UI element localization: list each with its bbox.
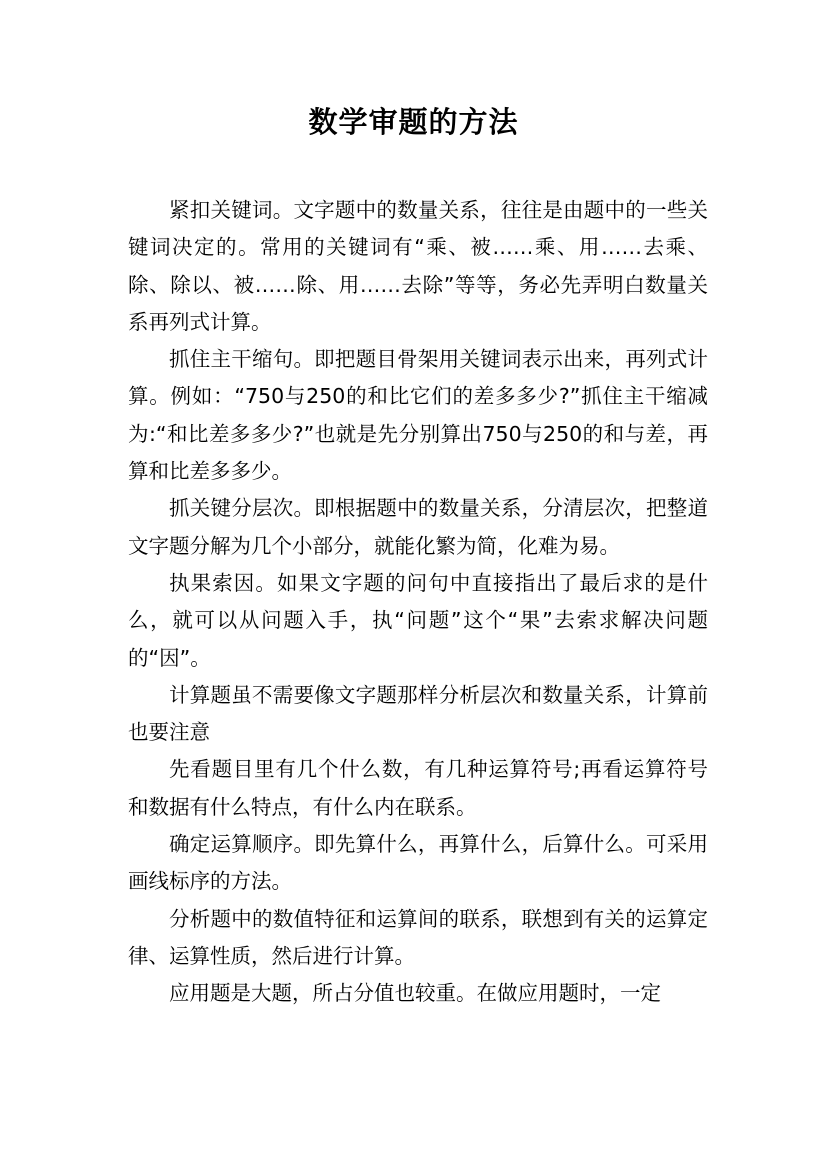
paragraph-layers: 抓关键分层次。即根据题中的数量关系，分清层次，把整道文字题分解为几个小部分，就能化繁为简，化难为易。 <box>128 496 708 558</box>
paragraph-cause-effect: 执果索因。如果文字题的问句中直接指出了最后求的是什么，就可以从问题入手，执“问题”这个“果”去索求解决问题的“因”。 <box>128 570 708 670</box>
paragraph-main-clause: 抓住主干缩句。即把题目骨架用关键词表示出来，再列式计算。例如：“750与250的和比它们的差多多少?”抓住主干缩减为:“和比差多多少?”也就是先分别算出750与250的和与差，再算和比差多多少。 <box>128 347 708 484</box>
paragraph-analysis: 分析题中的数值特征和运算间的联系，联想到有关的运算定律、运算性质，然后进行计算。 <box>128 906 708 968</box>
document-body <box>128 192 708 1013</box>
document-title: 数学审题的方法 <box>308 105 519 139</box>
paragraph-keywords: 紧扣关键词。文字题中的数量关系，往往是由题中的一些关键词决定的。常用的关键词有“乘、被……乘、用……去乘、除、除以、被……除、用……去除”等等，务必先弄明白数量关系再列式计算。 <box>128 198 708 334</box>
paragraph-look-first: 先看题目里有几个什么数，有几种运算符号;再看运算符号和数据有什么特点，有什么内在联系。 <box>128 757 708 819</box>
paragraph-calculation: 计算题虽不需要像文字题那样分析层次和数量关系，计算前也要注意 <box>128 682 708 745</box>
paragraph-order: 确定运算顺序。即先算什么，再算什么，后算什么。可采用画线标序的方法。 <box>128 832 708 894</box>
paragraph-applied: 应用题是大题，所占分值也较重。在做应用题时，一定 <box>169 981 661 1006</box>
